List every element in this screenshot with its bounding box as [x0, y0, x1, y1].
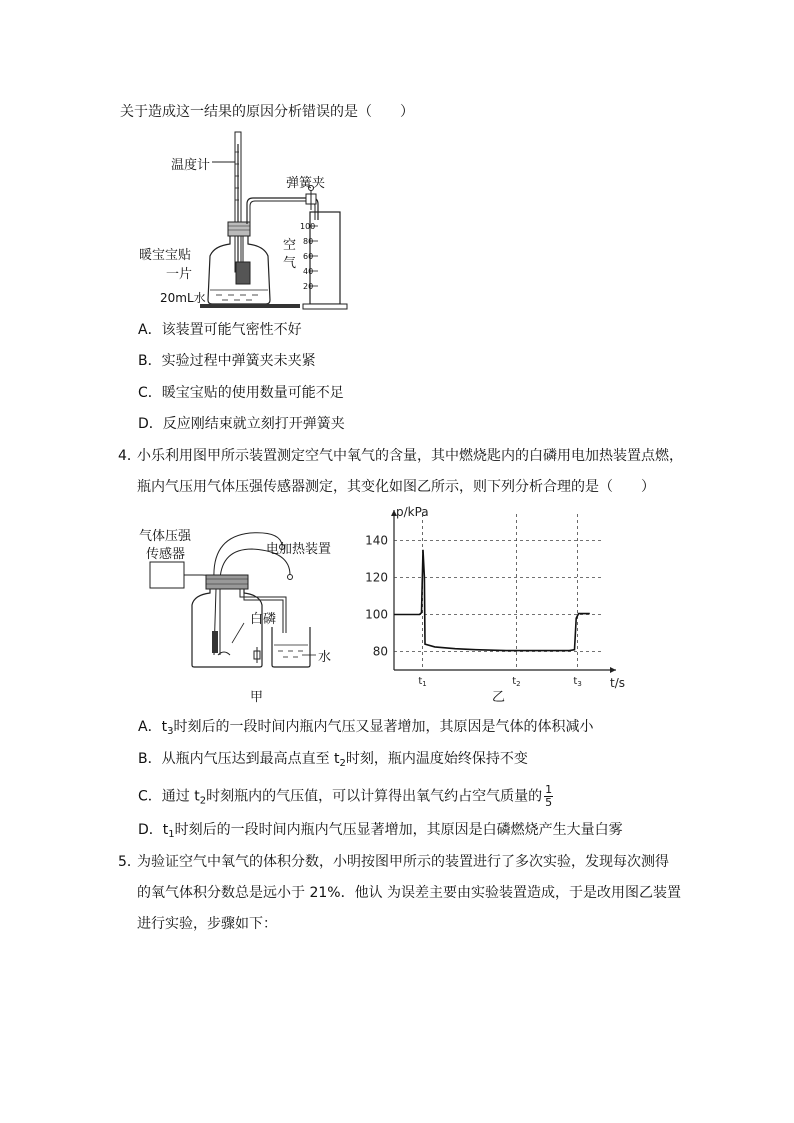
- patch-label-2: 一片: [166, 267, 193, 282]
- air-label-2: 气: [283, 256, 297, 271]
- x-axis-arrow: [610, 667, 616, 673]
- q4-option-c-sub: 2: [199, 795, 207, 807]
- pressure-chart: [348, 502, 628, 692]
- x-tick-label-t3: $t_3$: [573, 676, 582, 688]
- q4-option-c-pre: C．通过 t: [138, 788, 200, 805]
- x-axis-label: t/s: [610, 676, 625, 690]
- y-axis-label: p/kPa: [396, 505, 429, 519]
- water-label-jia: 水: [318, 650, 332, 665]
- y-tick-label-80: 80: [372, 644, 388, 659]
- clamp-label: 弹簧夹: [286, 176, 326, 191]
- sensor-label-1: 气体压强: [139, 529, 192, 544]
- air-label-1: 空: [283, 238, 297, 253]
- q4-option-a-pre: A．t: [138, 719, 168, 735]
- sensor-label-2: 传感器: [146, 547, 186, 562]
- cyl-tick-100: 100: [300, 222, 316, 231]
- q4-option-a-post: 时刻后的一段时间内瓶内气压又显著增加，其原因是气体的体积减小: [173, 719, 594, 735]
- q4-number: 4．: [118, 448, 141, 464]
- base-plate: [200, 304, 300, 308]
- fraction-denominator: 5: [545, 796, 553, 809]
- cyl-tick-80: 80: [303, 237, 314, 246]
- pressure-sensor-icon: [150, 562, 184, 588]
- bottle-icon-jia: [192, 589, 262, 667]
- q4-option-b[interactable]: [138, 749, 528, 774]
- q3-option-b[interactable]: B．实验过程中弹簧夹未夹紧: [138, 353, 316, 369]
- q4-option-d-sub: 1: [168, 829, 175, 840]
- figure-jia-caption: 甲: [250, 690, 264, 705]
- cyl-tick-40: 40: [303, 267, 314, 276]
- phosphorus-icon: [212, 631, 218, 653]
- series-line-0: [394, 550, 590, 651]
- phosphorus-label: 白磷: [250, 612, 277, 627]
- q4-option-d-pre: D．t: [138, 822, 169, 838]
- y-tick-label-140: 140: [365, 533, 388, 548]
- q3-option-c[interactable]: C．暖宝宝贴的使用数量可能不足: [138, 385, 344, 401]
- q3-option-a[interactable]: A．该装置可能气密性不好: [138, 322, 302, 338]
- q5-line2: 的氧气体积分数总是远小于 21%．他认 为误差主要由实验装置造成，于是改用图乙装置: [137, 885, 682, 901]
- heater-label: 电加热装置: [266, 542, 332, 557]
- water-label: 20mL水: [160, 291, 206, 305]
- q3-stem: 关于造成这一结果的原因分析错误的是（ ）: [120, 104, 414, 120]
- q4-option-c-post: 时刻瓶内的气压值，可以计算得出氧气约占空气质量的: [206, 788, 543, 805]
- x-tick-label-t2: $t_2$: [512, 676, 521, 688]
- q5-number: 5．: [118, 854, 141, 870]
- q4-option-b-pre: B．从瓶内气压达到最高点直至 t: [138, 751, 340, 767]
- q3-apparatus-figure: [140, 124, 380, 314]
- q4-option-d[interactable]: [138, 820, 623, 845]
- q3-option-d[interactable]: D．反应刚结束就立刻打开弹簧夹: [138, 416, 345, 432]
- beaker-icon: [272, 627, 310, 667]
- x-tick-label-t1: $t_1$: [418, 676, 427, 688]
- q4-stem-line2: 瓶内气压用气体压强传感器测定，其变化如图乙所示，则下列分析合理的是（ ）: [137, 479, 655, 495]
- stopper-icon: [228, 222, 250, 236]
- y-tick-label-100: 100: [365, 607, 388, 622]
- patch-label-1: 暖宝宝贴: [139, 248, 192, 263]
- fraction-numerator: 1: [545, 783, 553, 796]
- q4-option-b-post: 时刻，瓶内温度始终保持不变: [345, 751, 528, 767]
- q4-option-a-sub: 3: [167, 726, 174, 737]
- q4-option-d-post: 时刻后的一段时间内瓶内气压显著增加，其原因是白磷燃烧产生大量白雾: [174, 822, 623, 838]
- figure-yi-caption: 乙: [492, 690, 506, 705]
- thermometer-icon: [235, 132, 241, 272]
- warm-patch-icon: [236, 262, 250, 284]
- cyl-tick-20: 20: [303, 282, 314, 291]
- q5-line1: 为验证空气中氧气的体积分数，小明按图甲所示的装置进行了多次实验，发现每次测得: [137, 854, 669, 870]
- q4-option-c[interactable]: [138, 784, 553, 812]
- cyl-tick-60: 60: [303, 252, 314, 261]
- q4-option-b-sub: 2: [339, 758, 346, 769]
- y-tick-label-120: 120: [365, 570, 388, 585]
- stopper-icon-jia: [206, 575, 248, 589]
- water-dashes: [216, 295, 258, 300]
- q4-stem-line1: 小乐利用图甲所示装置测定空气中氧气的含量，其中燃烧匙内的白磷用电加热装置点燃，: [137, 448, 683, 464]
- q4-option-c-fraction: [544, 784, 553, 809]
- thermometer-label: 温度计: [171, 158, 211, 173]
- q4-option-a[interactable]: [138, 717, 593, 742]
- q5-line3: 进行实验，步骤如下：: [137, 916, 277, 932]
